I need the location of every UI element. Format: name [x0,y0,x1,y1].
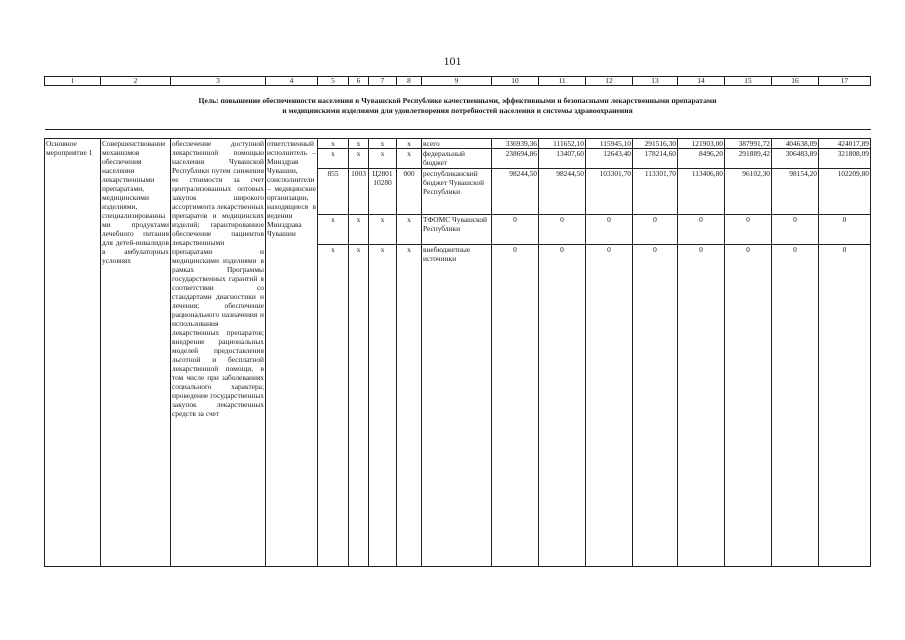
code-rzpr: x [349,245,369,275]
empty-cell [819,275,871,567]
value-cell: 424017,89 [819,139,871,149]
code-rzpr: x [349,149,369,169]
empty-cell [369,275,397,567]
value-cell: 291516,30 [633,139,678,149]
col-number: 13 [633,77,678,86]
empty-cell [725,275,772,567]
funding-source: ТФОМС Чувашской Республики [422,215,492,245]
value-cell: 0 [586,245,633,275]
value-cell: 0 [819,215,871,245]
funding-source: федеральный бюджет [422,149,492,169]
col-number: 6 [349,77,369,86]
col-number: 1 [45,77,101,86]
col-number: 10 [492,77,539,86]
value-cell: 291889,42 [725,149,772,169]
code-rzpr: 1003 [349,169,369,215]
empty-cell [318,275,349,567]
col-number: 15 [725,77,772,86]
code-vr: x [397,139,422,149]
value-cell: 12643,40 [586,149,633,169]
col-number: 5 [318,77,349,86]
value-cell: 98154,20 [772,169,819,215]
value-cell: 113301,70 [633,169,678,215]
code-csr: x [369,245,397,275]
value-cell: 0 [725,215,772,245]
value-cell: 0 [819,245,871,275]
code-vr: 000 [397,169,422,215]
empty-cell [678,275,725,567]
code-rzpr: x [349,139,369,149]
value-cell: 387991,72 [725,139,772,149]
value-cell: 103301,70 [586,169,633,215]
code-grbs: x [318,245,349,275]
col-number: 8 [397,77,422,86]
value-cell: 8496,20 [678,149,725,169]
code-vr: x [397,245,422,275]
col-number: 17 [819,77,871,86]
code-grbs: x [318,149,349,169]
code-vr: x [397,149,422,169]
measure-tasks: обеспечение доступной лекарственной помощью населения Чувашской Республики путем снижения ее стоимости за счет централизованных оптовых закупок широкого ассортимента лекарственных препаратов и медицинских изделий; гарантированное обеспечение пациентов лекарственными препаратами и медицинскими изделиями в рамках Программы государственных гарантий в соответствии со стандартами диагностики и лечения; обеспечение рационального назначения и использования лекарственных препаратов; внедрение рациональных моделей предоставления льготной и бесплатной лекарственной помощи, в том числе при заболеваниях социального характера; проведение государственных закупок лекарственных средств за счет [171,139,266,567]
empty-cell [349,275,369,567]
code-grbs: x [318,139,349,149]
empty-cell [586,275,633,567]
value-cell: 0 [678,215,725,245]
code-csr: x [369,139,397,149]
empty-cell [633,275,678,567]
col-number: 12 [586,77,633,86]
value-cell: 0 [633,215,678,245]
value-cell: 115945,10 [586,139,633,149]
funding-source: всего [422,139,492,149]
empty-cell [492,275,539,567]
funding-source: республиканский бюджет Чувашской Республики [422,169,492,215]
value-cell: 13407,60 [539,149,586,169]
value-cell: 0 [539,245,586,275]
value-cell: 238694,86 [492,149,539,169]
value-cell: 306483,89 [772,149,819,169]
code-grbs: 855 [318,169,349,215]
page-number: 101 [443,54,462,68]
value-cell: 98244,50 [539,169,586,215]
col-number: 3 [171,77,266,86]
value-cell: 0 [725,245,772,275]
value-cell: 0 [772,245,819,275]
value-cell: 0 [539,215,586,245]
code-csr: Ц2801 10280 [369,169,397,215]
value-cell: 0 [492,215,539,245]
col-number: 16 [772,77,819,86]
value-cell: 404638,09 [772,139,819,149]
value-cell: 336939,36 [492,139,539,149]
value-cell: 96102,30 [725,169,772,215]
goal-row [45,86,871,130]
goal-heading [45,86,871,130]
measure-description: Совершенствование механизмов обеспечения населения лекарственными препаратами, медицинскими изделиями, специализированными продуктами лечебного питания для детей-инвалидов в амбулаторных условиях [101,139,171,567]
col-number: 14 [678,77,725,86]
code-vr: x [397,215,422,245]
code-rzpr: x [349,215,369,245]
empty-cell [422,275,492,567]
empty-cell [397,275,422,567]
value-cell: 0 [492,245,539,275]
program-table [44,76,871,567]
value-cell: 98244,50 [492,169,539,215]
code-grbs: x [318,215,349,245]
empty-cell [539,275,586,567]
col-number: 2 [101,77,171,86]
code-csr: x [369,215,397,245]
value-cell: 321808,09 [819,149,871,169]
value-cell: 178214,60 [633,149,678,169]
value-cell: 121903,00 [678,139,725,149]
responsible-executor: ответственный исполнитель – Минздрав Чувашии, соисполнители – медицинские организации, находящиеся в ведении Минздрава Чувашии [266,139,318,567]
value-cell: 113406,80 [678,169,725,215]
measure-name: Основное мероприятие 1 [45,139,101,567]
col-number: 4 [266,77,318,86]
value-cell: 0 [772,215,819,245]
col-number: 11 [539,77,586,86]
value-cell: 111652,10 [539,139,586,149]
value-cell: 102209,80 [819,169,871,215]
goal-line-1: Цель: повышение обеспеченности населения в Чувашской Республике качественными, эффективными и безопасными лекарственными препаратами [198,96,717,105]
empty-cell [772,275,819,567]
code-csr: x [369,149,397,169]
value-cell: 0 [586,215,633,245]
table-row [45,139,871,149]
col-number: 7 [369,77,397,86]
funding-source: внебюджетные источники [422,245,492,275]
col-number: 9 [422,77,492,86]
value-cell: 0 [633,245,678,275]
column-number-row [45,77,871,86]
value-cell: 0 [678,245,725,275]
goal-line-2: и медицинскими изделиями для удовлетворения потребностей населения и системы здравоохранения [282,106,633,115]
